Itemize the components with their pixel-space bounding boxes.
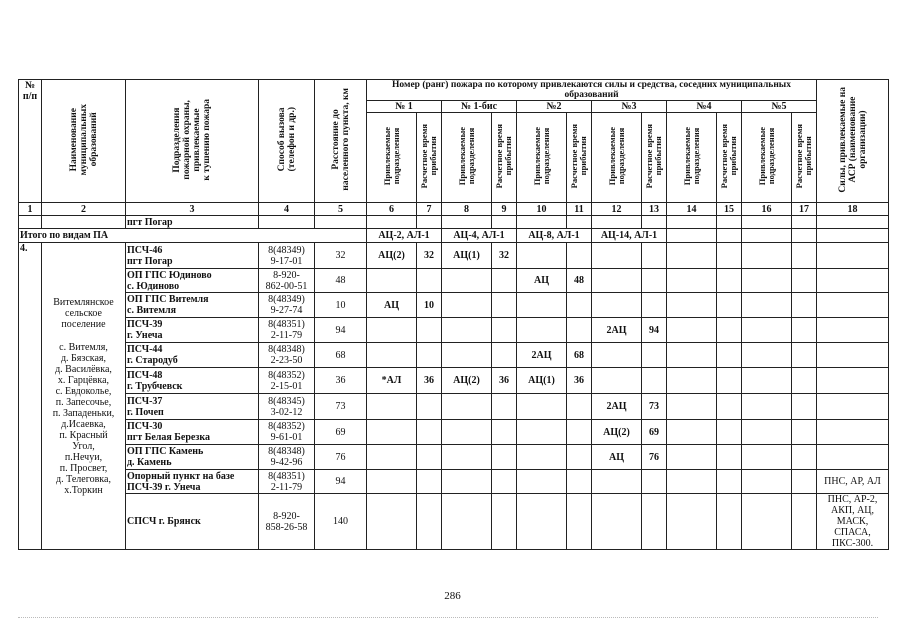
column-number: 9 — [492, 203, 517, 216]
column-number: 2 — [42, 203, 126, 216]
attracted-units: АЦ(1) — [442, 243, 492, 269]
attracted-units — [442, 420, 492, 445]
attracted-units — [592, 368, 642, 394]
call-method: 8(48351) 2-11-79 — [259, 470, 315, 494]
attracted-units — [442, 293, 492, 318]
header-sub-units: Привлекаемые подразделения — [367, 113, 417, 203]
header-sub-time: Расчетное время прибытия — [492, 113, 517, 203]
arrival-time — [642, 343, 667, 368]
column-number: 15 — [717, 203, 742, 216]
arrival-time — [492, 445, 517, 470]
arrival-time — [492, 318, 517, 343]
arrival-time: 36 — [567, 368, 592, 394]
rank5-units — [742, 343, 792, 368]
pre-row-cell — [417, 216, 442, 229]
pre-row-unit: пгт Погар — [126, 216, 259, 229]
arrival-time: 36 — [417, 368, 442, 394]
totals-rank-4-time — [717, 229, 742, 243]
rank5-time — [792, 293, 817, 318]
arrival-time — [567, 445, 592, 470]
pre-row-cell — [592, 216, 642, 229]
distance: 48 — [315, 269, 367, 293]
attracted-units — [367, 494, 417, 550]
column-number: 11 — [567, 203, 592, 216]
header-sub-units: Привлекаемые подразделения — [442, 113, 492, 203]
unit-name: ОП ГПС Камень д. Камень — [126, 445, 259, 470]
arrival-time: 94 — [642, 318, 667, 343]
rank4-units — [667, 368, 717, 394]
unit-name: ПСЧ-39 г. Унеча — [126, 318, 259, 343]
call-method: 8(48349) 9-27-74 — [259, 293, 315, 318]
attracted-units — [592, 243, 642, 269]
column-number: 17 — [792, 203, 817, 216]
rank4-units — [667, 318, 717, 343]
attracted-units — [367, 269, 417, 293]
call-method: 8(48352) 2-15-01 — [259, 368, 315, 394]
arrival-time — [492, 269, 517, 293]
rank5-units — [742, 420, 792, 445]
arrival-time — [567, 318, 592, 343]
table-row — [19, 470, 889, 494]
attracted-units — [367, 343, 417, 368]
rank4-units — [667, 494, 717, 550]
pre-row-cell — [717, 216, 742, 229]
settlements-list: с. Витемля, д. Бязская, д. Василёвка, х. Гарцёвка, с. Евдоколье, п. Запесочье, п. Западеньки, д.Исаевка, п. Красный Угол, п.Нечуи, п. Просвет, д. Телеговка, х.Торкин — [52, 341, 115, 496]
header-call: Способ вызова (телефон и др.) — [259, 80, 315, 203]
attracted-units — [517, 470, 567, 494]
rank4-time — [717, 420, 742, 445]
call-method: 8(48345) 3-02-12 — [259, 394, 315, 420]
rank4-time — [717, 343, 742, 368]
bottom-divider — [18, 617, 878, 618]
arrival-time — [567, 243, 592, 269]
pre-row-cell — [315, 216, 367, 229]
table-row — [19, 293, 889, 318]
header-rank-2: №2 — [517, 101, 592, 113]
distance: 94 — [315, 470, 367, 494]
distance: 32 — [315, 243, 367, 269]
attracted-units — [517, 494, 567, 550]
attracted-units: АЦ — [517, 269, 567, 293]
rank5-time — [792, 318, 817, 343]
entry-name — [42, 243, 126, 550]
totals-rank-1bis: АЦ-4, АЛ-1 — [442, 229, 517, 243]
attracted-units — [367, 420, 417, 445]
asr-forces: ПНС, АР-2, АКП, АЦ, МАСК, СПАСА, ПКС-300. — [817, 494, 889, 550]
arrival-time — [567, 494, 592, 550]
attracted-units — [592, 269, 642, 293]
table-row — [19, 318, 889, 343]
attracted-units — [592, 293, 642, 318]
arrival-time — [567, 394, 592, 420]
rank4-units — [667, 445, 717, 470]
call-method: 8(48348) 2-23-50 — [259, 343, 315, 368]
arrival-time — [417, 343, 442, 368]
unit-name: ПСЧ-48 г. Трубчевск — [126, 368, 259, 394]
pre-row-cell — [367, 216, 417, 229]
pre-row-cell — [792, 216, 817, 229]
arrival-time — [642, 368, 667, 394]
arrival-time — [417, 494, 442, 550]
attracted-units — [592, 343, 642, 368]
attracted-units — [442, 494, 492, 550]
table-row — [19, 343, 889, 368]
header-rank: Номер (ранг) пожара по которому привлекаются силы и средства, соседних муниципальных образований — [367, 80, 817, 101]
attracted-units — [442, 318, 492, 343]
header-num: № п/п — [19, 80, 42, 203]
attracted-units: АЦ(1) — [517, 368, 567, 394]
pre-row-cell — [567, 216, 592, 229]
column-number: 1 — [19, 203, 42, 216]
call-method: 8-920- 858-26-58 — [259, 494, 315, 550]
attracted-units — [367, 394, 417, 420]
column-number: 8 — [442, 203, 492, 216]
distance: 94 — [315, 318, 367, 343]
pre-row-cell — [667, 216, 717, 229]
call-method: 8-920- 862-00-51 — [259, 269, 315, 293]
attracted-units: *АЛ — [367, 368, 417, 394]
rank4-time — [717, 394, 742, 420]
rank5-time — [792, 394, 817, 420]
asr-forces: ПНС, АР, АЛ — [817, 470, 889, 494]
attracted-units — [442, 343, 492, 368]
column-number: 13 — [642, 203, 667, 216]
pre-row-cell — [742, 216, 792, 229]
arrival-time: 36 — [492, 368, 517, 394]
attracted-units — [517, 318, 567, 343]
arrival-time — [642, 470, 667, 494]
header-name: Наименование муниципальных образований — [42, 80, 126, 203]
arrival-time: 76 — [642, 445, 667, 470]
pre-row-cell — [259, 216, 315, 229]
entry-num: 4. — [19, 243, 42, 550]
rank5-time — [792, 420, 817, 445]
distance: 140 — [315, 494, 367, 550]
arrival-time — [567, 420, 592, 445]
asr-forces — [817, 293, 889, 318]
arrival-time — [642, 243, 667, 269]
call-method: 8(48348) 9-42-96 — [259, 445, 315, 470]
column-number: 4 — [259, 203, 315, 216]
arrival-time: 73 — [642, 394, 667, 420]
rank5-units — [742, 470, 792, 494]
attracted-units — [442, 269, 492, 293]
rank5-units — [742, 368, 792, 394]
header-rank-4: №4 — [667, 101, 742, 113]
totals-asr — [817, 229, 889, 243]
asr-forces — [817, 343, 889, 368]
column-number: 7 — [417, 203, 442, 216]
rank4-units — [667, 269, 717, 293]
arrival-time — [492, 343, 517, 368]
attracted-units — [442, 394, 492, 420]
arrival-time — [492, 420, 517, 445]
header-rank-3: №3 — [592, 101, 667, 113]
table-row — [19, 445, 889, 470]
column-number: 16 — [742, 203, 792, 216]
unit-name: ПСЧ-30 пгт Белая Березка — [126, 420, 259, 445]
rank4-units — [667, 420, 717, 445]
asr-forces — [817, 445, 889, 470]
rank4-time — [717, 269, 742, 293]
rank5-time — [792, 494, 817, 550]
asr-forces — [817, 318, 889, 343]
attracted-units — [367, 445, 417, 470]
arrival-time: 48 — [567, 269, 592, 293]
distance: 76 — [315, 445, 367, 470]
arrival-time — [417, 470, 442, 494]
arrival-time: 32 — [417, 243, 442, 269]
distance: 68 — [315, 343, 367, 368]
attracted-units: 2АЦ — [592, 394, 642, 420]
table-row — [19, 494, 889, 550]
header-sub-units: Привлекаемые подразделения — [742, 113, 792, 203]
pre-row-name — [42, 216, 126, 229]
distance: 10 — [315, 293, 367, 318]
totals-rank-1: АЦ-2, АЛ-1 — [367, 229, 442, 243]
rank4-units — [667, 343, 717, 368]
header-sub-units: Привлекаемые подразделения — [592, 113, 642, 203]
header-units: Подразделения пожарной охраны, привлекаемые к тушению пожара — [126, 80, 259, 203]
call-method: 8(48351) 2-11-79 — [259, 318, 315, 343]
rank4-units — [667, 470, 717, 494]
distance: 73 — [315, 394, 367, 420]
attracted-units — [592, 494, 642, 550]
rank5-time — [792, 343, 817, 368]
attracted-units: АЦ(2) — [592, 420, 642, 445]
rank4-time — [717, 494, 742, 550]
header-sub-time: Расчетное время прибытия — [717, 113, 742, 203]
table-row — [19, 243, 889, 269]
call-method: 8(48349) 9-17-01 — [259, 243, 315, 269]
totals-rank-3: АЦ-14, АЛ-1 — [592, 229, 667, 243]
header-sub-units: Привлекаемые подразделения — [667, 113, 717, 203]
attracted-units: АЦ — [367, 293, 417, 318]
asr-forces — [817, 368, 889, 394]
pre-row-num — [19, 216, 42, 229]
rank5-time — [792, 470, 817, 494]
table-row — [19, 420, 889, 445]
rank5-time — [792, 368, 817, 394]
unit-name: Опорный пункт на базе ПСЧ-39 г. Унеча — [126, 470, 259, 494]
fire-forces-table — [18, 79, 889, 550]
column-number: 3 — [126, 203, 259, 216]
arrival-time — [417, 420, 442, 445]
attracted-units: 2АЦ — [592, 318, 642, 343]
rank4-time — [717, 445, 742, 470]
arrival-time — [417, 269, 442, 293]
header-rank-5: №5 — [742, 101, 817, 113]
rank5-time — [792, 243, 817, 269]
attracted-units — [367, 318, 417, 343]
pre-row-cell — [642, 216, 667, 229]
arrival-time: 10 — [417, 293, 442, 318]
arrival-time: 68 — [567, 343, 592, 368]
header-sub-time: Расчетное время прибытия — [567, 113, 592, 203]
rank4-units — [667, 293, 717, 318]
rank4-units — [667, 394, 717, 420]
arrival-time — [642, 269, 667, 293]
attracted-units — [442, 470, 492, 494]
pre-row-cell — [442, 216, 492, 229]
unit-name: ПСЧ-37 г. Почеп — [126, 394, 259, 420]
unit-name: ПСЧ-44 г. Стародуб — [126, 343, 259, 368]
asr-forces — [817, 243, 889, 269]
municipality-name: Витемлянское сельское поселение — [53, 296, 114, 330]
header-rank-1: № 1 — [367, 101, 442, 113]
header-rank-1bis: № 1-бис — [442, 101, 517, 113]
arrival-time — [492, 293, 517, 318]
totals-label: Итого по видам ПА — [19, 229, 367, 243]
pre-row-cell — [517, 216, 567, 229]
pre-row-cell — [492, 216, 517, 229]
attracted-units: АЦ(2) — [442, 368, 492, 394]
arrival-time — [417, 394, 442, 420]
header-asr: Силы, привлекаемые на АСР (наименование организации) — [817, 80, 889, 203]
asr-forces — [817, 420, 889, 445]
arrival-time — [567, 293, 592, 318]
attracted-units: 2АЦ — [517, 343, 567, 368]
attracted-units — [517, 243, 567, 269]
header-sub-time: Расчетное время прибытия — [417, 113, 442, 203]
attracted-units — [367, 470, 417, 494]
rank5-time — [792, 269, 817, 293]
rank4-time — [717, 293, 742, 318]
header-sub-units: Привлекаемые подразделения — [517, 113, 567, 203]
column-number: 5 — [315, 203, 367, 216]
arrival-time — [567, 470, 592, 494]
attracted-units: АЦ — [592, 445, 642, 470]
totals-rank-4 — [667, 229, 717, 243]
table-row — [19, 368, 889, 394]
attracted-units — [517, 445, 567, 470]
attracted-units — [442, 445, 492, 470]
column-number: 6 — [367, 203, 417, 216]
column-number: 10 — [517, 203, 567, 216]
table-row — [19, 394, 889, 420]
attracted-units — [517, 420, 567, 445]
distance: 36 — [315, 368, 367, 394]
arrival-time — [492, 494, 517, 550]
unit-name: ПСЧ-46 пгт Погар — [126, 243, 259, 269]
totals-rank-2: АЦ-8, АЛ-1 — [517, 229, 592, 243]
rank5-units — [742, 243, 792, 269]
pre-row-cell — [817, 216, 889, 229]
attracted-units — [592, 470, 642, 494]
unit-name: ОП ГПС Витемля с. Витемля — [126, 293, 259, 318]
header-dist: Расстояние до населенного пункта, км — [315, 80, 367, 203]
arrival-time — [417, 318, 442, 343]
rank4-units — [667, 243, 717, 269]
asr-forces — [817, 269, 889, 293]
rank5-units — [742, 394, 792, 420]
rank5-units — [742, 318, 792, 343]
arrival-time — [492, 394, 517, 420]
totals-rank-5 — [742, 229, 792, 243]
arrival-time: 32 — [492, 243, 517, 269]
rank5-units — [742, 269, 792, 293]
rank4-time — [717, 368, 742, 394]
page-number: 286 — [444, 590, 461, 602]
attracted-units — [517, 394, 567, 420]
attracted-units: АЦ(2) — [367, 243, 417, 269]
rank5-units — [742, 293, 792, 318]
attracted-units — [517, 293, 567, 318]
rank4-time — [717, 243, 742, 269]
call-method: 8(48352) 9-61-01 — [259, 420, 315, 445]
column-number: 12 — [592, 203, 642, 216]
arrival-time — [492, 470, 517, 494]
arrival-time — [417, 445, 442, 470]
table-row — [19, 269, 889, 293]
header-sub-time: Расчетное время прибытия — [642, 113, 667, 203]
asr-forces — [817, 394, 889, 420]
unit-name: СПСЧ г. Брянск — [126, 494, 259, 550]
header-sub-time: Расчетное время прибытия — [792, 113, 817, 203]
rank4-time — [717, 470, 742, 494]
totals-rank-5-time — [792, 229, 817, 243]
rank4-time — [717, 318, 742, 343]
column-number: 18 — [817, 203, 889, 216]
arrival-time — [642, 494, 667, 550]
column-number: 14 — [667, 203, 717, 216]
rank5-units — [742, 445, 792, 470]
distance: 69 — [315, 420, 367, 445]
rank5-time — [792, 445, 817, 470]
arrival-time — [642, 293, 667, 318]
arrival-time: 69 — [642, 420, 667, 445]
unit-name: ОП ГПС Юдиново с. Юдиново — [126, 269, 259, 293]
rank5-units — [742, 494, 792, 550]
